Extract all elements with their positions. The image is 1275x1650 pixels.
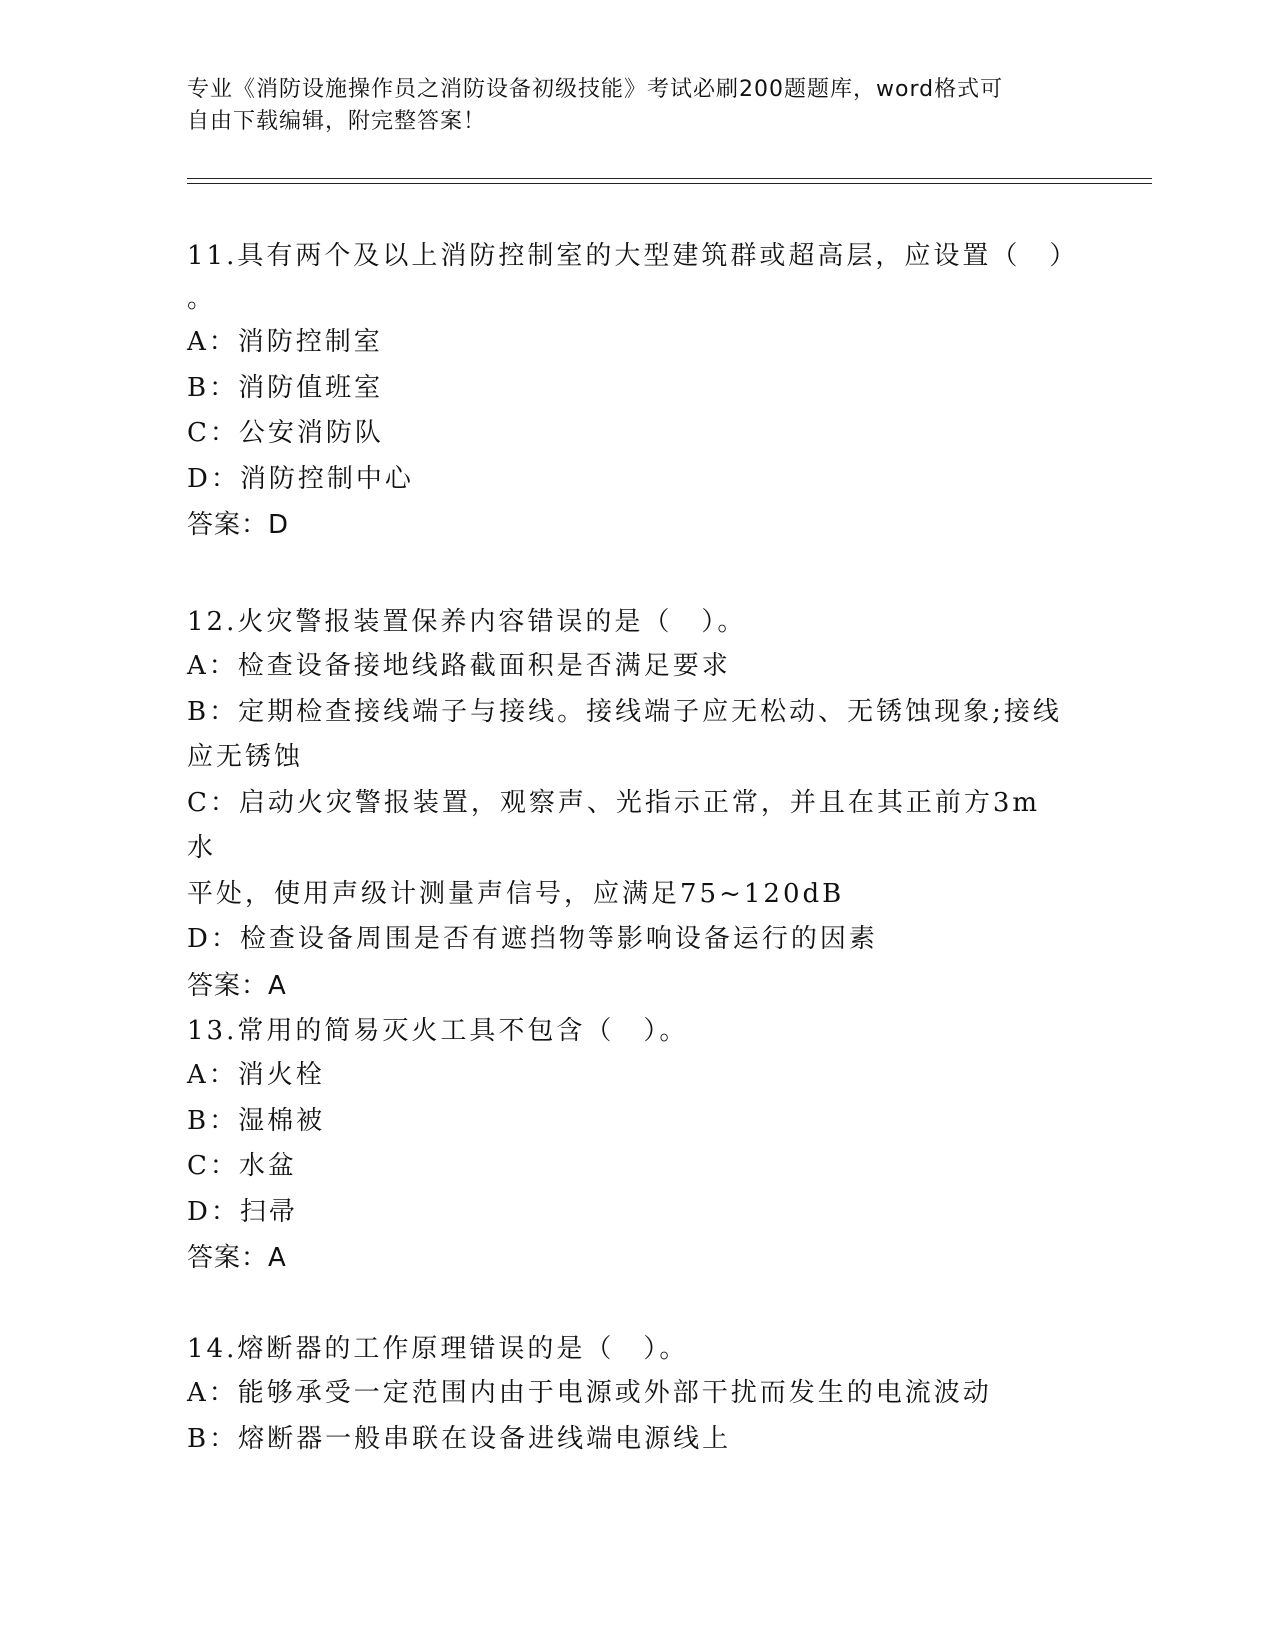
header-divider-bottom [187, 183, 1152, 184]
option-c: C：公安消防队 [187, 418, 384, 448]
question-stem: 11.具有两个及以上消防控制室的大型建筑群或超高层，应设置（ ） [187, 241, 1079, 271]
option-a: A：消火栓 [187, 1060, 325, 1090]
option-d: D：扫帚 [187, 1196, 298, 1227]
question-14 [187, 1327, 1067, 1462]
question-stem: 14.熔断器的工作原理错误的是（ ）。 [187, 1334, 689, 1364]
answer: 答案：A [187, 970, 287, 1001]
header-line-1: 专业《消防设施操作员之消防设备初级技能》考试必刷200题题库，word格式可 [187, 77, 1004, 102]
option-a: A：消防控制室 [187, 327, 383, 357]
question-stem: 13.常用的简易灭火工具不包含（ ）。 [187, 1016, 689, 1046]
option-b: B：湿棉被 [187, 1105, 326, 1136]
answer: 答案：D [187, 510, 290, 540]
option-b: B：定期检查接线端子与接线。接线端子应无松动、无锈蚀现象;接线 [187, 696, 1062, 727]
option-b: B：熔断器一般串联在设备进线端电源线上 [187, 1423, 732, 1454]
question-13 [187, 1009, 1067, 1281]
option-b: B：消防值班室 [187, 372, 384, 403]
option-c-continuation: 平处，使用声级计测量声信号，应满足75~120dB [187, 878, 845, 909]
header-line-2: 自由下载编辑，附完整答案！ [187, 109, 487, 134]
question-stem-continuation: 。 [187, 284, 217, 314]
answer: 答案：A [187, 1243, 287, 1273]
header-divider-top [187, 178, 1152, 179]
option-d: D：检查设备周围是否有遮挡物等影响设备运行的因素 [187, 924, 878, 954]
option-a: A：能够承受一定范围内由于电源或外部干扰而发生的电流波动 [187, 1378, 992, 1408]
option-c: C：启动火灾警报装置，观察声、光指示正常，并且在其正前方3m水 [187, 787, 1041, 863]
option-b-continuation: 应无锈蚀 [187, 742, 304, 772]
document-header [187, 74, 1067, 138]
question-11 [187, 234, 1079, 548]
option-a: A：检查设备接地线路截面积是否满足要求 [187, 651, 731, 681]
option-c: C：水盆 [187, 1151, 297, 1181]
question-stem: 12.火灾警报装置保养内容错误的是（ ）。 [187, 607, 747, 637]
question-12 [187, 600, 1067, 1009]
option-d: D：消防控制中心 [187, 463, 414, 494]
